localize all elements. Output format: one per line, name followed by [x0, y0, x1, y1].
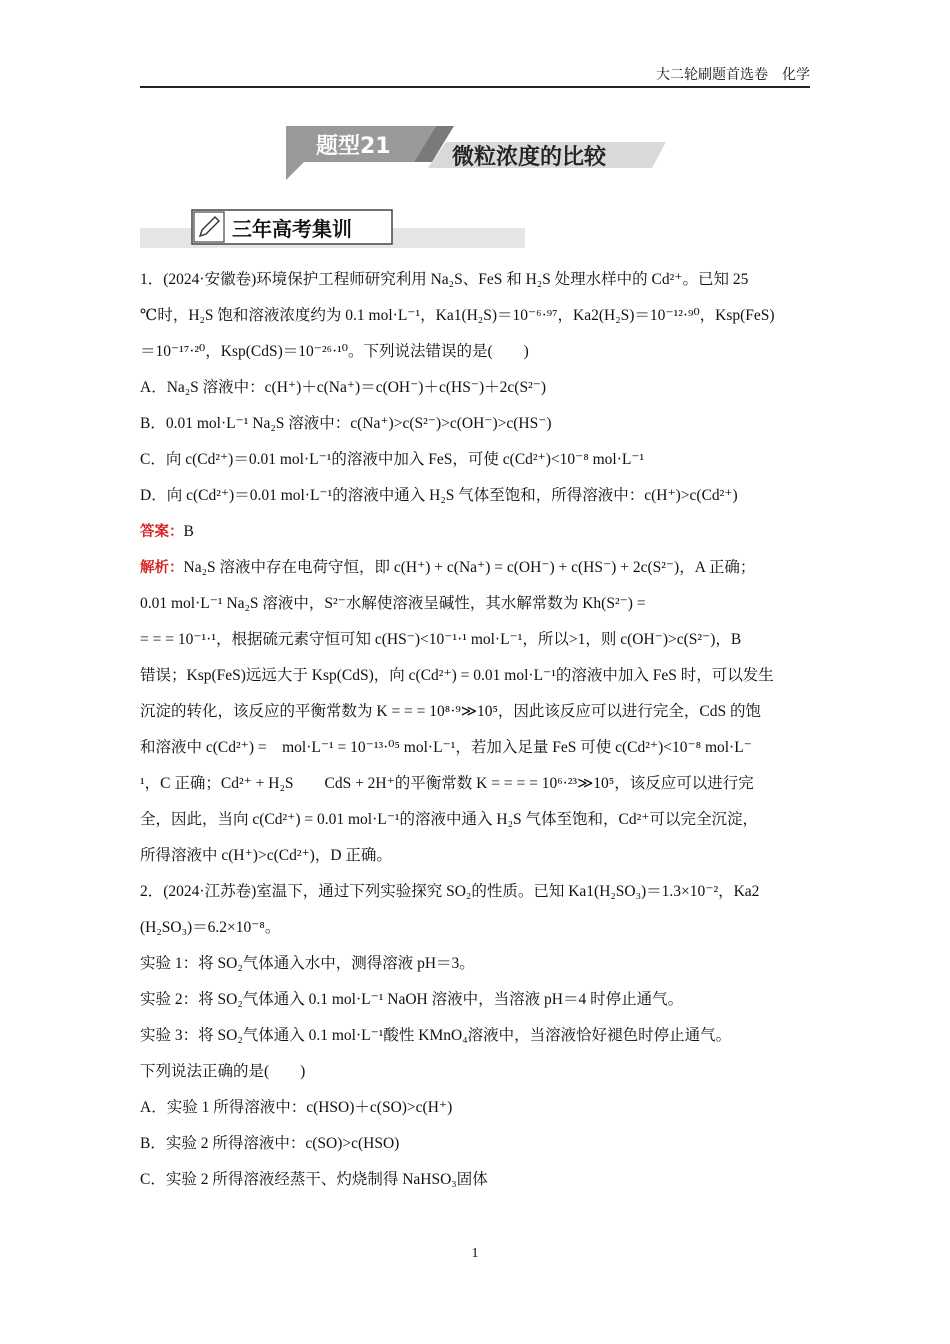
q1-line-3: ＝10⁻¹⁷·²⁰，Ksp(CdS)＝10⁻²⁶·¹⁰。下列说法错误的是( )	[140, 343, 529, 360]
page-number: 1	[471, 1246, 479, 1261]
q1-answer	[140, 514, 810, 550]
q2-line-2: (H₂SO₃)＝6.2×10⁻⁸。	[140, 919, 281, 936]
header-title: 大二轮刷题首选卷 化学	[656, 67, 810, 83]
q1-analysis-6: 和溶液中 c(Cd²⁺) = mol·L⁻¹ = 10⁻¹³·⁰⁵ mol·L⁻¹，若加入足量 FeS 可使 c(Cd²⁺)<10⁻⁸ mol·L⁻	[140, 739, 752, 756]
pencil-icon-box	[194, 212, 224, 242]
answer-value: B	[183, 523, 194, 540]
q2-option-a: A．实验 1 所得溶液中：c(HSO)＋c(SO)>c(H⁺)	[140, 1099, 453, 1116]
question-type-banner	[286, 120, 666, 180]
section-title: 三年高考集训	[232, 217, 352, 241]
q1-analysis-2: 0.01 mol·L⁻¹ Na₂S 溶液中，S²⁻水解使溶液呈碱性，其水解常数为 Kh(S²⁻) =	[140, 595, 646, 612]
q1-option-d: D．向 c(Cd²⁺)＝0.01 mol·L⁻¹的溶液中通入 H₂S 气体至饱和，所得溶液中：c(H⁺)>c(Cd²⁺)	[140, 487, 738, 504]
banner-title: 微粒浓度的比较	[452, 145, 607, 170]
q2-experiment-1: 实验 1：将 SO₂气体通入水中，测得溶液 pH＝3。	[140, 955, 475, 972]
q1-option-b: B．0.01 mol·L⁻¹ Na₂S 溶液中：c(Na⁺)>c(S²⁻)>c(OH⁻)>c(HS⁻)	[140, 415, 552, 432]
answer-label: 答案：	[140, 524, 184, 540]
q1-analysis-5: 沉淀的转化，该反应的平衡常数为 K = = = 10⁸·⁹≫10⁵，因此该反应可以进行完全，CdS 的饱	[140, 703, 761, 720]
page-header	[140, 64, 810, 88]
q1-analysis-1	[140, 550, 810, 586]
q2-option-c: C．实验 2 所得溶液经蒸干、灼烧制得 NaHSO₃固体	[140, 1171, 488, 1188]
q1-analysis-8: 全，因此，当向 c(Cd²⁺) = 0.01 mol·L⁻¹的溶液中通入 H₂S 气体至饱和，Cd²⁺可以完全沉淀，	[140, 811, 758, 828]
question-content	[140, 262, 810, 1198]
q2-experiment-2: 实验 2：将 SO₂气体通入 0.1 mol·L⁻¹ NaOH 溶液中，当溶液 pH＝4 时停止通气。	[140, 991, 684, 1008]
q2-option-b: B．实验 2 所得溶液中：c(SO)>c(HSO)	[140, 1135, 400, 1152]
analysis-text-1: Na₂S 溶液中存在电荷守恒，即 c(H⁺) + c(Na⁺) = c(OH⁻) + c(HS⁻) + 2c(S²⁻)，A 正确；	[183, 559, 756, 576]
q1-analysis-3: = = = 10⁻¹·¹，根据硫元素守恒可知 c(HS⁻)<10⁻¹·¹ mol·L⁻¹，所以>1，则 c(OH⁻)>c(S²⁻)，B	[140, 631, 742, 648]
q1-option-a: A．Na₂S 溶液中：c(H⁺)＋c(Na⁺)＝c(OH⁻)＋c(HS⁻)＋2c(S²⁻)	[140, 379, 547, 396]
q1-line-1: 1．(2024·安徽卷)环境保护工程师研究利用 Na₂S、FeS 和 H₂S 处理水样中的 Cd²⁺。已知 25	[140, 271, 749, 288]
q2-experiment-3: 实验 3：将 SO₂气体通入 0.1 mol·L⁻¹酸性 KMnO₄溶液中，当溶液恰好褪色时停止通气。	[140, 1027, 732, 1044]
q1-analysis-4: 错误；Ksp(FeS)远远大于 Ksp(CdS)，向 c(Cd²⁺) = 0.01 mol·L⁻¹的溶液中加入 FeS 时，可以发生	[140, 667, 774, 684]
analysis-label: 解析：	[140, 560, 184, 576]
section-heading	[140, 206, 525, 252]
q2-line-1: 2．(2024·江苏卷)室温下，通过下列实验探究 SO₂的性质。已知 Ka1(H₂SO₃)＝1.3×10⁻²，Ka2	[140, 883, 760, 900]
q2-prompt: 下列说法正确的是( )	[140, 1063, 306, 1080]
q1-option-c: C．向 c(Cd²⁺)＝0.01 mol·L⁻¹的溶液中加入 FeS，可使 c(Cd²⁺)<10⁻⁸ mol·L⁻¹	[140, 451, 645, 468]
q1-analysis-7: ¹，C 正确；Cd²⁺ + H₂S CdS + 2H⁺的平衡常数 K = = = = 10⁶·²³≫10⁵，该反应可以进行完	[140, 775, 754, 792]
q1-analysis-9: 所得溶液中 c(H⁺)>c(Cd²⁺)，D 正确。	[140, 847, 392, 864]
banner-label: 题型21	[316, 134, 391, 159]
q1-line-2: ℃时，H₂S 饱和溶液浓度约为 0.1 mol·L⁻¹，Ka1(H₂S)＝10⁻⁶·⁹⁷，Ka2(H₂S)＝10⁻¹²·⁹⁰，Ksp(FeS)	[140, 307, 775, 324]
